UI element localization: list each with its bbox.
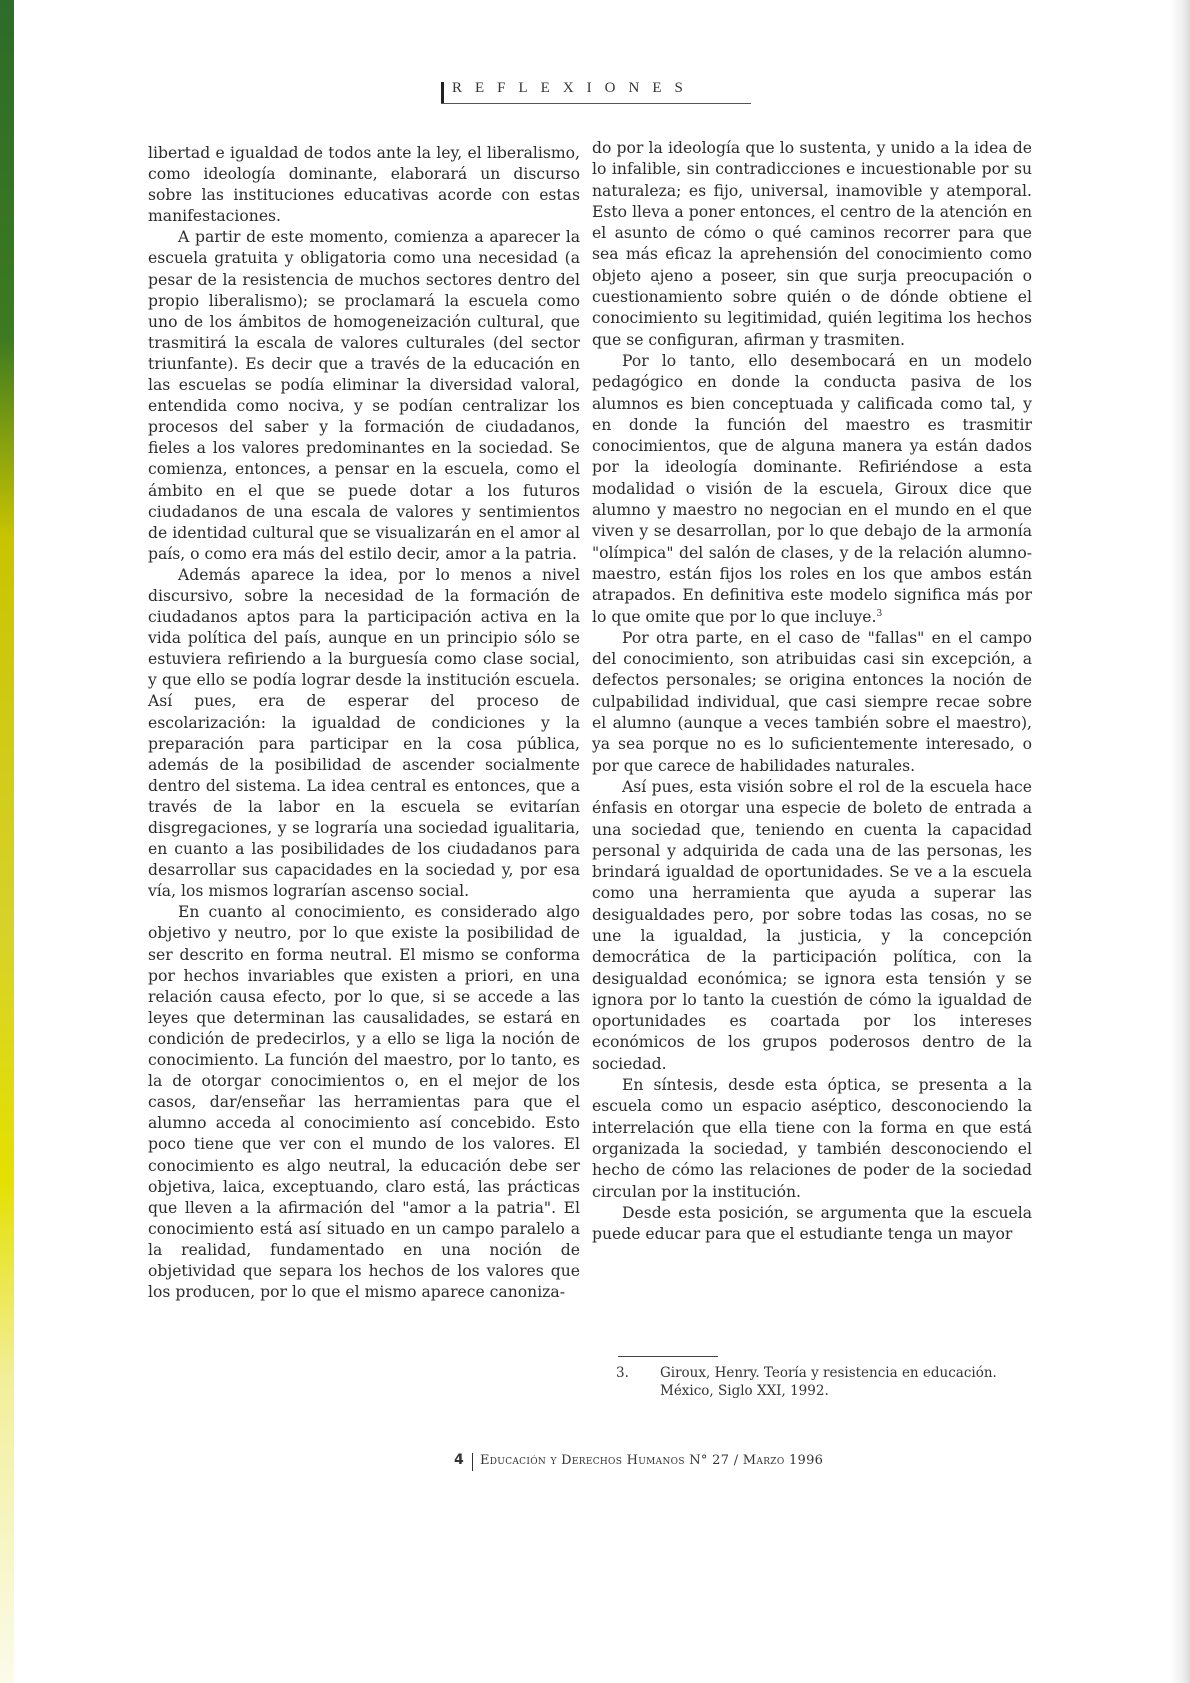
paragraph: Así pues, esta visión sobre el rol de la escuela hace énfasis en otorgar una especie de boleto de entrada a una sociedad que, teniendo en cuenta la capacidad personal y adquirida de cada una de las personas, les brindará igualdad de oportunidades. Se ve a la escuela como una herramienta que ayuda a superar las desigualdades pero, por sobre todas las cosas, no se une la igualdad, la justicia, y la concepción democrática de la participación política, con la desigualdad económica; se ignora esta tensión y se ignora por lo tanto la cuestión de cómo la igualdad de oportunidades es coartada por los intereses económicos de los grupos poderosos dentro de la sociedad. xyxy=(592,777,1032,1073)
right-column xyxy=(592,138,1032,1245)
page-number: 4 xyxy=(454,1452,464,1468)
paragraph: libertad e igualdad de todos ante la ley, el liberalismo, como ideología dominante, elaborará un discurso sobre las instituciones educativas acorde con estas manifestaciones. xyxy=(148,144,580,226)
page-footer xyxy=(454,1452,874,1474)
paragraph: Además aparece la idea, por lo menos a nivel discursivo, sobre la necesidad de la formación de ciudadanos aptos para la participación activa en la vida política del país, aunque en un principio sólo se estuviera refiriendo a la burguesía como clase social, y que ello se podía lograr desde la institución escuela. Así pues, era de esperar del proceso de escolarización: la igualdad de condiciones y la preparación para participar en la cosa pública, además de la posibilidad de ascender socialmente dentro del sistema. La idea central es entonces, que a través de la labor en la escuela se evitarían disgregaciones, y se lograría una sociedad igualitaria, en cuanto a las posibilidades de los ciudadanos para desarrollar sus capacidades en la sociedad y, por esa vía, los mismos lograrían ascenso social. xyxy=(148,565,580,901)
paragraph-text: Por lo tanto, ello desembocará en un modelo pedagógico en donde la conducta pasiva de los alumnos es bien conceptuada y calificada como tal, y en donde la función del maestro es trasmitir conocimientos, que de alguna manera ya están dados por la ideología dominante. Refiriéndose a esta modalidad o visión de la escuela, Giroux dice que alumno y maestro no negocian en el mundo en el que viven y se desarrollan, por lo que debajo de la armonía "olímpica" del salón de clases, y de la relación alumno-maestro, están fijos los roles en los que ambos están atrapados. En definitiva este modelo significa más por lo que omite que por lo que incluye. xyxy=(592,351,1032,626)
scan-edge-strip xyxy=(0,0,14,1683)
paragraph: Por otra parte, en el caso de "fallas" en el campo del conocimiento, son atribuidas casi sin excepción, a defectos personales; se origina entonces la noción de culpabilidad individual, que casi siempre recae sobre el alumno (aunque a veces también sobre el maestro), ya sea porque no es lo suficientemente interesado, o por que carece de habilidades naturales. xyxy=(592,628,1032,775)
footer-bar xyxy=(472,1453,473,1471)
paragraph-with-footnote xyxy=(592,351,1032,628)
header-rule xyxy=(441,103,751,104)
paragraph: En cuanto al conocimiento, es considerado algo objetivo y neutro, por lo que existe la posibilidad de ser descrito en forma neutral. El mismo se conforma por hechos invariables que existen a priori, en una relación causa efecto, por lo que, si se accede a las leyes que determinan las causalidades, se estará en condición de predecirlos, y a ello se liga la noción de conocimiento. La función del maestro, por lo tanto, es la de otorgar conocimientos o, en el mejor de los casos, dar/enseñar las herramientas para que el alumno acceda al conocimiento así concebido. Esto poco tiene que ver con el mundo de los valores. El conocimiento es algo neutral, la educación debe ser objetiva, laica, exceptuando, claro está, las prácticas que lleven a la afirmación del "amor a la patria". El conocimiento está así situado en un campo paralelo a la realidad, fundamentado en una noción de objetividad que separa los hechos de los valores que los producen, por lo que el mismo aparece canoniza- xyxy=(148,903,580,1302)
footnote-number: 3. xyxy=(616,1365,629,1381)
paragraph: do por la ideología que lo sustenta, y unido a la idea de lo infalible, sin contradicciones e incuestionable por su naturaleza; es fijo, universal, inamovible y atemporal. Esto lleva a poner entonces, el centro de la atención en el asunto de cómo o qué caminos recorrer para que sea más eficaz la aprehensión del conocimiento como objeto ajeno a poseer, sin que surja preocupación o cuestionamiento sobre quién o de dónde obtiene el conocimiento su legitimidad, quién legitima los hechos que se configuran, afirman y trasmiten. xyxy=(592,139,1032,349)
paragraph: En síntesis, desde esta óptica, se presenta a la escuela como un espacio aséptico, desconociendo la interrelación que ella tiene con la forma en que está organizada la sociedad, y también desconociendo el hecho de cómo las relaciones de poder de la sociedad circulan por la institución. xyxy=(592,1076,1032,1201)
footnote-rule xyxy=(618,1356,718,1357)
footnote-reference: 3 xyxy=(876,608,883,619)
scan-page-shadow xyxy=(1170,0,1190,1683)
header-bar xyxy=(441,82,444,104)
footnote xyxy=(616,1364,1036,1400)
section-header: REFLEXIONES xyxy=(452,80,696,96)
paragraph: Desde esta posición, se argumenta que la escuela puede educar para que el estudiante tenga un mayor xyxy=(592,1203,1032,1244)
footnote-text: Giroux, Henry. Teoría y resistencia en educación. México, Siglo XXI, 1992. xyxy=(660,1365,997,1399)
paragraph: A partir de este momento, comienza a aparecer la escuela gratuita y obligatoria como una necesidad (a pesar de la resistencia de muchos sectores dentro del propio liberalismo); se proclamará la escuela como uno de los ámbitos de homogeneización cultural, que trasmitirá la escala de valores culturales (del sector triunfante). Es decir que a través de la educación en las escuelas se podía eliminar la diversidad valoral, entendida como nociva, y se podían centralizar los procesos del saber y la formación de ciudadanos, fieles a los valores predominantes en la sociedad. Se comienza, entonces, a pensar en la escuela, como el ámbito en el que se puede dotar a los futuros ciudadanos de una escala de valores y sentimientos de identidad cultural que se visualizarán en el amor al país, o como era más del estilo decir, amor a la patria. xyxy=(148,228,580,563)
left-column xyxy=(148,143,580,1303)
publication-info: Educación y Derechos Humanos N° 27 / Marzo 1996 xyxy=(480,1453,824,1468)
